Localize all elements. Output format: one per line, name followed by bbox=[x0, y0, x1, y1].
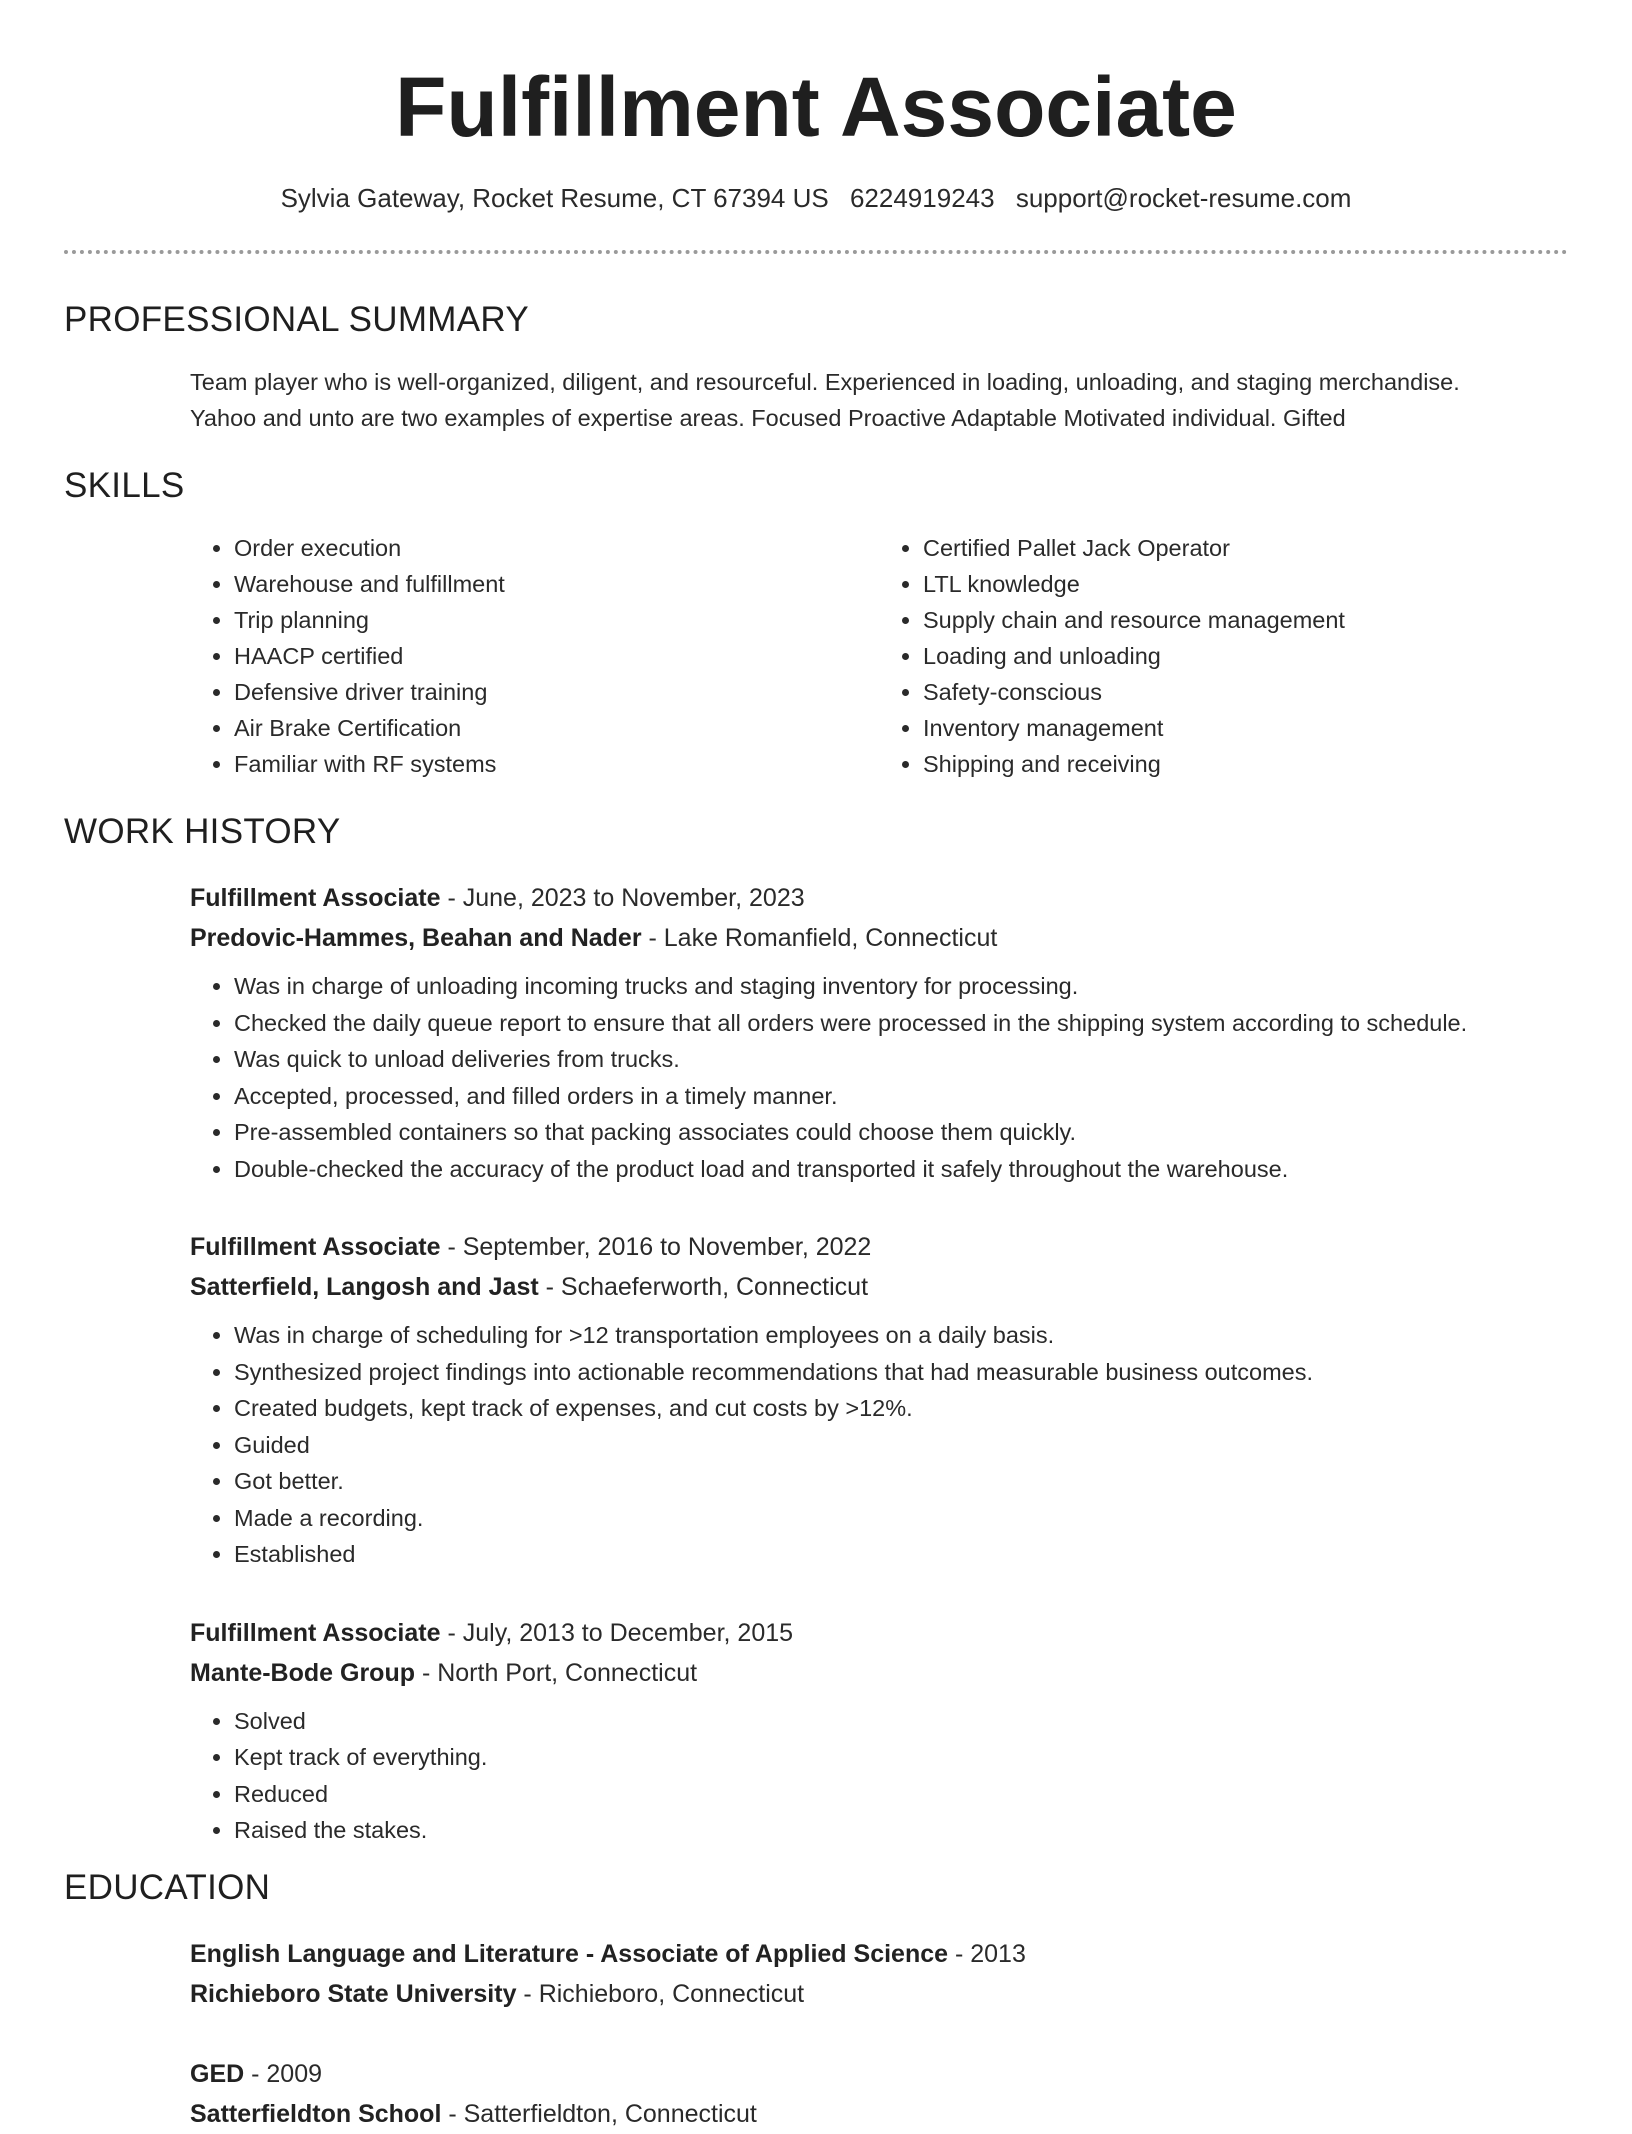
skill-item: • Inventory management bbox=[923, 710, 1568, 746]
job-bullet: • Kept track of everything. bbox=[234, 1739, 1568, 1776]
job-bullet: • Was quick to unload deliveries from trucks. bbox=[234, 1041, 1568, 1078]
job-dates: - June, 2023 to November, 2023 bbox=[440, 884, 805, 912]
skill-item: • Air Brake Certification bbox=[234, 710, 879, 746]
education-section bbox=[64, 1866, 1568, 2134]
contact-email: support@rocket-resume.com bbox=[1015, 183, 1352, 213]
job-company: Mante-Bode Group bbox=[190, 1658, 415, 1687]
job-bullet: • Synthesized project findings into actionable recommendations that had measurable business outcomes. bbox=[234, 1354, 1568, 1391]
job-company: Satterfield, Langosh and Jast bbox=[190, 1273, 539, 1301]
summary-text bbox=[190, 364, 1568, 436]
job-entry bbox=[190, 878, 1568, 1187]
education-school: Richieboro State University bbox=[190, 1980, 517, 2008]
job-entry bbox=[190, 1227, 1568, 1573]
work-history-heading: WORK HISTORY bbox=[64, 812, 341, 851]
job-entry bbox=[190, 1613, 1568, 1849]
job-title-line bbox=[190, 878, 1568, 918]
education-school-line bbox=[190, 2094, 1568, 2134]
job-company-line bbox=[190, 918, 1568, 958]
job-bullets bbox=[190, 968, 1568, 1187]
contact-address: Sylvia Gateway, Rocket Resume, CT 67394 US bbox=[280, 183, 829, 213]
education-degree-line bbox=[190, 1934, 1568, 1974]
skill-item: • Shipping and receiving bbox=[923, 746, 1568, 782]
education-entry bbox=[190, 1934, 1568, 2014]
job-bullet: • Accepted, processed, and filled orders in a timely manner. bbox=[234, 1078, 1568, 1115]
header-divider bbox=[64, 250, 1568, 254]
job-location: - Lake Romanfield, Connecticut bbox=[641, 924, 998, 952]
skill-item: • HAACP certified bbox=[234, 638, 879, 674]
job-location: - North Port, Connecticut bbox=[415, 1658, 698, 1687]
job-title: Fulfillment Associate bbox=[190, 884, 441, 912]
job-bullets bbox=[190, 1703, 1568, 1849]
education-entry bbox=[190, 2054, 1568, 2134]
skill-item: • LTL knowledge bbox=[923, 566, 1568, 602]
job-dates: - July, 2013 to December, 2015 bbox=[440, 1618, 794, 1647]
skill-item: • Familiar with RF systems bbox=[234, 746, 879, 782]
summary-section bbox=[64, 298, 1568, 436]
job-company-line bbox=[190, 1653, 1568, 1693]
job-title: Fulfillment Associate bbox=[190, 1233, 441, 1261]
education-location: - Richieboro, Connecticut bbox=[516, 1980, 805, 2008]
job-bullet: • Pre-assembled containers so that packing associates could choose them quickly. bbox=[234, 1114, 1568, 1151]
job-bullet: • Was in charge of scheduling for >12 transportation employees on a daily basis. bbox=[234, 1317, 1568, 1354]
work-history-section bbox=[64, 810, 1568, 1849]
skills-section bbox=[64, 464, 1568, 782]
education-degree: GED bbox=[190, 2060, 245, 2088]
job-location: - Schaeferworth, Connecticut bbox=[538, 1273, 869, 1301]
education-degree: English Language and Literature - Associate of Applied Science bbox=[190, 1940, 949, 1968]
job-title-line bbox=[190, 1227, 1568, 1267]
skill-item: • Safety-conscious bbox=[923, 674, 1568, 710]
skills-columns bbox=[190, 530, 1568, 782]
job-bullet: • Was in charge of unloading incoming trucks and staging inventory for processing. bbox=[234, 968, 1568, 1005]
education-school: Satterfieldton School bbox=[190, 2100, 442, 2128]
skill-item: • Warehouse and fulfillment bbox=[234, 566, 879, 602]
skill-item: • Trip planning bbox=[234, 602, 879, 638]
contact-phone: 6224919243 bbox=[849, 183, 995, 213]
education-year: - 2013 bbox=[948, 1940, 1026, 1968]
job-title-line bbox=[190, 1613, 1568, 1653]
job-company: Predovic-Hammes, Beahan and Nader bbox=[190, 924, 642, 952]
candidate-name: Fulfillment Associate bbox=[395, 60, 1237, 154]
job-bullet: • Double-checked the accuracy of the product load and transported it safely throughout the warehouse. bbox=[234, 1151, 1568, 1188]
job-bullet: • Guided bbox=[234, 1427, 1568, 1464]
job-dates: - September, 2016 to November, 2022 bbox=[440, 1233, 872, 1261]
contact-line bbox=[0, 180, 1632, 216]
skill-item: • Certified Pallet Jack Operator bbox=[923, 530, 1568, 566]
job-bullet: • Reduced bbox=[234, 1776, 1568, 1813]
summary-line-2: Yahoo and unto are two examples of expertise areas. Focused Proactive Adaptable Motivated individual. Gifted bbox=[190, 405, 1346, 431]
job-bullet: • Got better. bbox=[234, 1463, 1568, 1500]
skill-item: • Loading and unloading bbox=[923, 638, 1568, 674]
skills-heading: SKILLS bbox=[64, 466, 185, 505]
skill-item: • Order execution bbox=[234, 530, 879, 566]
skills-list-right bbox=[879, 530, 1568, 782]
job-bullet: • Checked the daily queue report to ensure that all orders were processed in the shipping system according to schedule. bbox=[234, 1005, 1568, 1042]
summary-line-1: Team player who is well-organized, diligent, and resourceful. Experienced in loading, unloading, and staging merchandise. bbox=[190, 369, 1460, 395]
education-heading: EDUCATION bbox=[64, 1868, 271, 1907]
job-bullets bbox=[190, 1317, 1568, 1573]
skills-list-left bbox=[190, 530, 879, 782]
skill-item: • Defensive driver training bbox=[234, 674, 879, 710]
job-bullet: • Raised the stakes. bbox=[234, 1812, 1568, 1849]
job-bullet: • Created budgets, kept track of expenses, and cut costs by >12%. bbox=[234, 1390, 1568, 1427]
job-title: Fulfillment Associate bbox=[190, 1618, 441, 1647]
job-bullet: • Made a recording. bbox=[234, 1500, 1568, 1537]
job-bullet: • Solved bbox=[234, 1703, 1568, 1740]
job-bullet: • Established bbox=[234, 1536, 1568, 1573]
job-company-line bbox=[190, 1267, 1568, 1307]
summary-heading: PROFESSIONAL SUMMARY bbox=[64, 300, 529, 339]
education-school-line bbox=[190, 1974, 1568, 2014]
education-degree-line bbox=[190, 2054, 1568, 2094]
skill-item: • Supply chain and resource management bbox=[923, 602, 1568, 638]
education-year: - 2009 bbox=[244, 2060, 323, 2088]
education-location: - Satterfieldton, Connecticut bbox=[441, 2100, 757, 2128]
